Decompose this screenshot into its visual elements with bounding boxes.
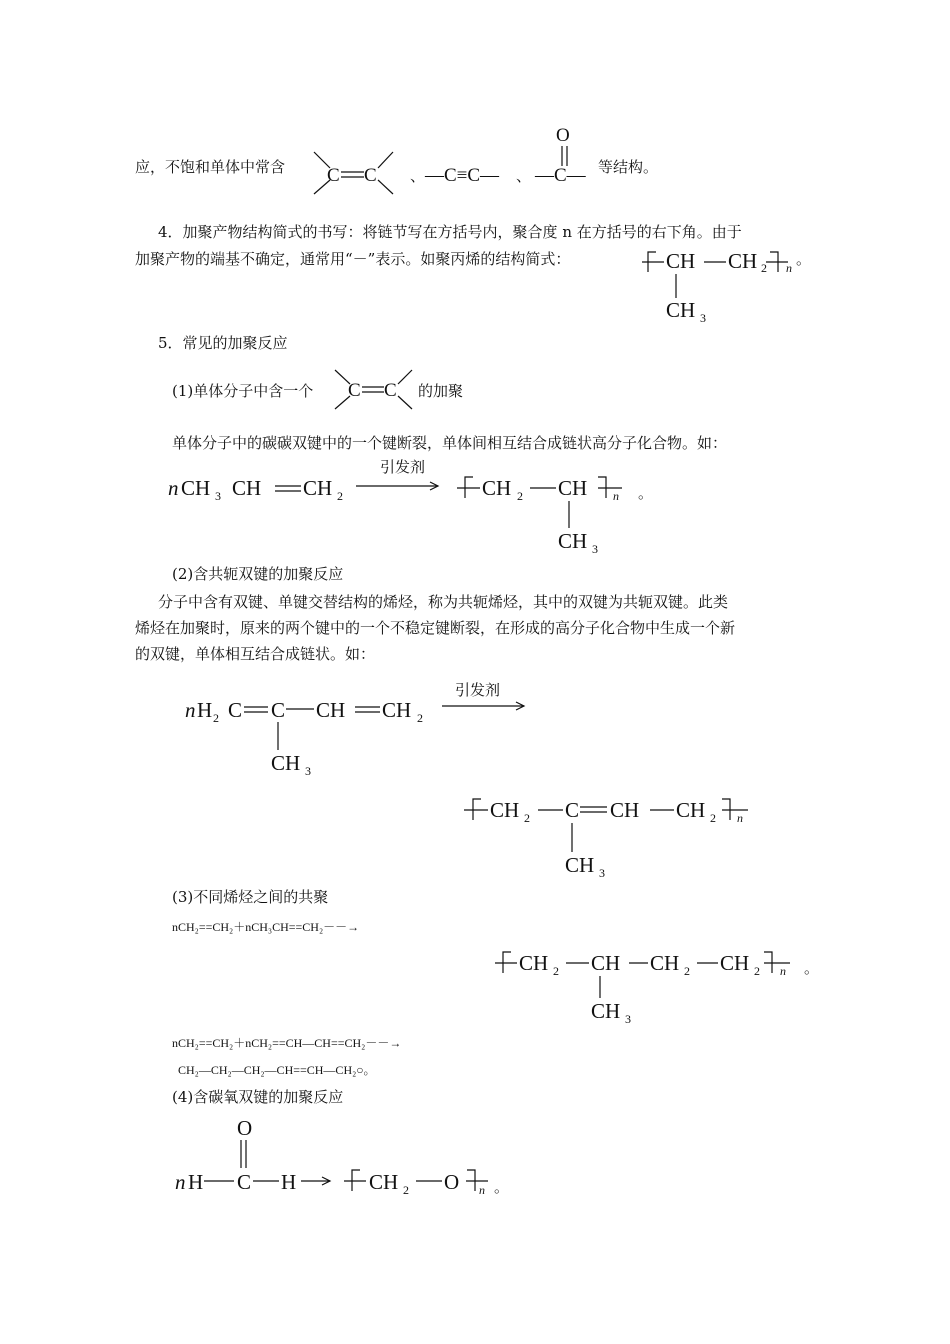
s1-end: 。 bbox=[638, 484, 654, 502]
pp-ch: CH bbox=[666, 249, 696, 273]
p4-line2: 加聚产物的端基不确定，通常用“－”表示。如聚丙烯的结构简式： bbox=[135, 250, 571, 268]
s2-p-c: C bbox=[565, 798, 580, 822]
s4-o: O bbox=[237, 1116, 253, 1140]
s1-p-ch2: CH bbox=[482, 476, 512, 500]
s1-p-n: n bbox=[613, 489, 619, 503]
s1-p-ch3: CH bbox=[558, 529, 588, 553]
sep1: 、 bbox=[410, 167, 426, 185]
s3-s2b: 2 bbox=[684, 964, 690, 978]
triple-bond: —C≡C— bbox=[425, 165, 500, 186]
s3-ch2b: CH bbox=[650, 951, 680, 975]
pp-sub3: 3 bbox=[700, 311, 706, 325]
s4-heading: (4)含碳氧双键的加聚反应 bbox=[172, 1088, 344, 1106]
s1-prefix: (1)单体分子中含一个 bbox=[172, 382, 314, 400]
carbonyl-c: —C— bbox=[535, 165, 586, 186]
s2-line1: 分子中含有双键、单键交替结构的烯烃，称为共轭烯烃，其中的双键为共轭双键。此类 bbox=[158, 593, 729, 611]
line1-prefix: 应，不饱和单体中常含 bbox=[135, 158, 286, 176]
s3-eq2-product: CH₂—CH₂—CH₂—CH==CH—CH₂○。 bbox=[178, 1063, 376, 1077]
s2-c1: C bbox=[228, 698, 243, 722]
s2-n: n bbox=[185, 698, 196, 722]
s4-p-ch2: CH bbox=[369, 1170, 399, 1194]
s2-line3: 的双键，单体相互结合成链状。如： bbox=[135, 645, 376, 663]
pp-end: 。 bbox=[796, 250, 812, 268]
s3-ch2a: CH bbox=[519, 951, 549, 975]
s1-c1: C bbox=[348, 380, 361, 401]
s4-p-n: n bbox=[479, 1183, 485, 1197]
sep2: 、 bbox=[516, 167, 532, 185]
pp-n: n bbox=[786, 261, 792, 275]
s3-end: 。 bbox=[804, 959, 820, 977]
s2-s3: 3 bbox=[305, 764, 311, 778]
line1-suffix: 等结构。 bbox=[598, 158, 659, 176]
s1-p-ch: CH bbox=[558, 476, 588, 500]
s2-p-ch2a: CH bbox=[490, 798, 520, 822]
s4-p-s2: 2 bbox=[403, 1183, 409, 1197]
s1-text: 单体分子中的碳碳双键中的一个键断裂，单体间相互结合成链状高分子化合物。如： bbox=[172, 434, 728, 452]
s2-c2: C bbox=[271, 698, 286, 722]
s1-c2: C bbox=[384, 380, 397, 401]
s2-p-n: n bbox=[737, 811, 743, 825]
s2-heading: (2)含共轭双键的加聚反应 bbox=[172, 565, 344, 583]
pp-ch2: CH bbox=[728, 249, 758, 273]
s1-initiator: 引发剂 bbox=[380, 458, 426, 476]
s3-ch: CH bbox=[591, 951, 621, 975]
s2-line2: 烯烃在加聚时，原来的两个键中的一个不稳定键断裂，在形成的高分子化合物中生成一个新 bbox=[135, 619, 736, 637]
s2-p-s2b: 2 bbox=[710, 811, 716, 825]
s4-c: C bbox=[237, 1170, 252, 1194]
p5-heading: 5．常见的加聚反应 bbox=[158, 334, 288, 352]
s4-n: n bbox=[175, 1170, 186, 1194]
p4-line1: 4．加聚产物结构简式的书写：将链节写在方括号内，聚合度 n 在方括号的右下角。由于 bbox=[158, 223, 742, 241]
s2-ch2: CH bbox=[382, 698, 412, 722]
s1-s3: 3 bbox=[215, 489, 221, 503]
s2-p-s2a: 2 bbox=[524, 811, 530, 825]
s2-ch3: CH bbox=[271, 751, 301, 775]
s2-s2a: 2 bbox=[213, 711, 219, 725]
s1-p-s3: 3 bbox=[592, 542, 598, 556]
s1-p-s2: 2 bbox=[517, 489, 523, 503]
s3-ch3: CH bbox=[591, 999, 621, 1023]
carbonyl-o: O bbox=[556, 125, 570, 146]
s3-n: n bbox=[780, 964, 786, 978]
s4-end: 。 bbox=[494, 1178, 510, 1196]
s3-ch2c: CH bbox=[720, 951, 750, 975]
s3-s2a: 2 bbox=[553, 964, 559, 978]
s2-h: H bbox=[197, 698, 213, 722]
s3-eq1: nCH₂==CH₂＋nCH₃CH==CH₂－－→ bbox=[172, 920, 360, 934]
s1-ch3: CH bbox=[181, 476, 211, 500]
s3-eq2: nCH₂==CH₂＋nCH₂==CH—CH==CH₂－－→ bbox=[172, 1036, 402, 1050]
s2-ch: CH bbox=[316, 698, 346, 722]
s1-ch2: CH bbox=[303, 476, 333, 500]
s2-p-ch: CH bbox=[610, 798, 640, 822]
s1-suffix: 的加聚 bbox=[418, 382, 464, 400]
pp-ch3: CH bbox=[666, 298, 696, 322]
s2-s2b: 2 bbox=[417, 711, 423, 725]
s4-p-o: O bbox=[444, 1170, 460, 1194]
s3-s2c: 2 bbox=[754, 964, 760, 978]
s4-h1: H bbox=[188, 1170, 204, 1194]
s4-h2: H bbox=[281, 1170, 297, 1194]
cc-right: C bbox=[364, 165, 377, 186]
s2-p-ch3: CH bbox=[565, 853, 595, 877]
s3-heading: (3)不同烯烃之间的共聚 bbox=[172, 888, 329, 906]
s2-initiator: 引发剂 bbox=[455, 681, 501, 699]
s1-s2: 2 bbox=[337, 489, 343, 503]
s1-ch: CH bbox=[232, 476, 262, 500]
s1-n: n bbox=[168, 476, 179, 500]
s3-s3: 3 bbox=[625, 1012, 631, 1026]
s2-p-s3: 3 bbox=[599, 866, 605, 880]
cc-left: C bbox=[327, 165, 340, 186]
s2-p-ch2b: CH bbox=[676, 798, 706, 822]
pp-sub2: 2 bbox=[761, 261, 767, 275]
